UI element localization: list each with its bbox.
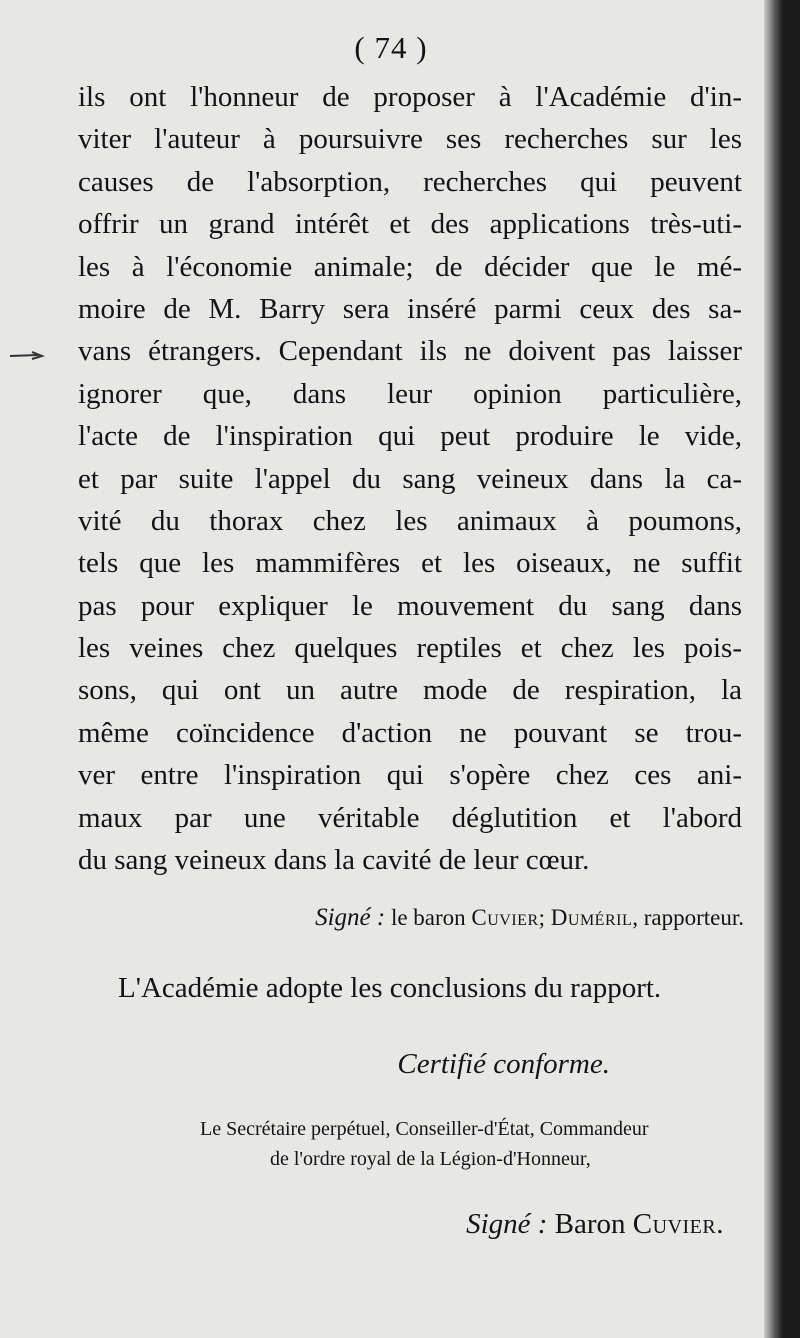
signature-separator: ; <box>538 905 551 930</box>
signature-text: , rapporteur. <box>632 905 744 930</box>
text-line: tels que les mammifères et les oiseaux, ne suffit <box>78 547 742 580</box>
text-line: les veines chez quelques reptiles et chez les pois- <box>78 632 742 665</box>
text-line: moire de M. Barry sera inséré parmi ceux des sa- <box>78 292 742 325</box>
signatory-name: Duméril <box>550 905 633 930</box>
signature-secretary <box>0 1208 724 1241</box>
text-line: ignorer que, dans leur opinion particulière, <box>78 377 742 410</box>
signatory-name: Cuvier. <box>632 1208 724 1240</box>
text-line: ils ont l'honneur de proposer à l'Académie d'in- <box>78 81 742 113</box>
text-line: sons, qui ont un autre mode de respiration, la <box>78 674 742 707</box>
text-line: pas pour expliquer le mouvement du sang dans <box>78 589 742 622</box>
text-line: les à l'économie animale; de décider que le mé- <box>78 250 742 283</box>
text-line: même coïncidence d'action ne pouvant se trou- <box>78 716 742 749</box>
text-line: viter l'auteur à poursuivre ses recherches sur les <box>78 123 742 156</box>
signe-label: Signé : <box>315 904 386 931</box>
secretary-order: de l'ordre royal de la Légion-d'Honneur, <box>270 1148 591 1170</box>
signature-text: Baron <box>547 1208 633 1240</box>
page-number: ( 74 ) <box>354 30 428 65</box>
margin-pencil-mark <box>8 350 48 362</box>
text-line: vité du thorax chez les animaux à poumons, <box>78 504 742 537</box>
certification: Certifié conforme. <box>397 1048 610 1080</box>
text-line: vans étrangers. Cependant ils ne doivent pas laisser <box>78 335 742 368</box>
signe-label: Signé : <box>466 1208 548 1240</box>
text-line: ver entre l'inspiration qui s'opère chez ces ani- <box>78 759 742 792</box>
secretary-title: Le Secrétaire perpétuel, Conseiller-d'État, Commandeur <box>200 1118 649 1140</box>
text-line: maux par une véritable déglutition et l'abord <box>78 801 742 834</box>
adoption-statement: L'Académie adopte les conclusions du rapport. <box>118 972 662 1004</box>
signature-text: le baron <box>385 905 472 930</box>
text-line: causes de l'absorption, recherches qui peuvent <box>78 165 742 198</box>
text-line: offrir un grand intérêt et des applications très-uti- <box>78 208 742 241</box>
book-spine-shadow <box>764 0 782 1338</box>
signature-rapporteurs <box>0 904 744 932</box>
text-line: l'acte de l'inspiration qui peut produire le vide, <box>78 420 742 453</box>
text-line: et par suite l'appel du sang veineux dans la ca- <box>78 462 742 495</box>
text-line: du sang veineux dans la cavité de leur cœur. <box>78 844 590 877</box>
signatory-name: Cuvier <box>471 905 539 930</box>
body-paragraph <box>78 76 742 881</box>
